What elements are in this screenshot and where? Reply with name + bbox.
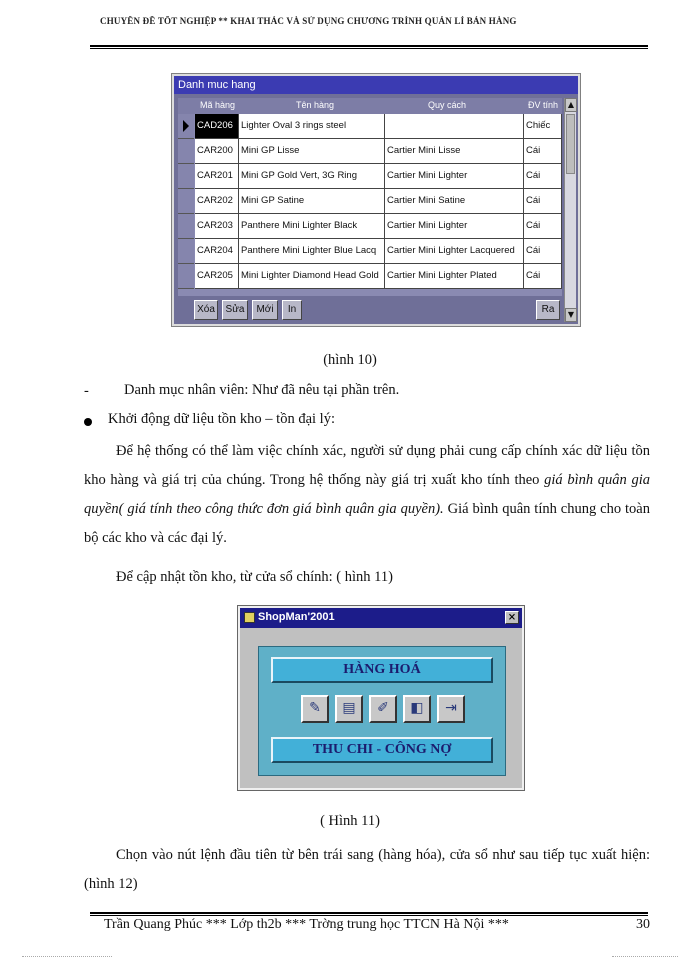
row-selector[interactable] (178, 214, 194, 239)
header-rule (90, 45, 648, 47)
delete-button[interactable]: Xóa (194, 300, 218, 320)
col-header-spec[interactable]: Quy cách (428, 100, 467, 110)
cell-spec[interactable]: Cartier Mini Lighter (385, 164, 524, 189)
paragraph-text: Giá bình quân tính chung cho toàn bộ các kho và các đại lý. (84, 501, 650, 546)
cell-name[interactable]: Panthere Mini Lighter Blue Lacq (239, 239, 385, 264)
cell-code[interactable]: CAR202 (195, 189, 239, 214)
print-button[interactable]: In (282, 300, 302, 320)
exit-door-icon[interactable]: ⇥ (437, 695, 465, 723)
product-catalog-title: Danh muc hang (174, 76, 578, 94)
cell-unit[interactable]: Cái (524, 189, 562, 214)
shopman-title: ShopMan'2001 (240, 608, 522, 628)
dash-marker: - (84, 383, 89, 399)
current-row-arrow-icon (183, 120, 189, 132)
scroll-down-icon[interactable]: ▼ (565, 308, 577, 322)
cell-unit[interactable]: Cái (524, 139, 562, 164)
scroll-thumb[interactable] (566, 114, 575, 174)
edit-doc-icon[interactable]: ✐ (369, 695, 397, 723)
report-icon[interactable]: ◧ (403, 695, 431, 723)
footer-rule (90, 912, 648, 914)
figure-caption-11: ( Hình 11) (320, 813, 380, 829)
action-toolbar (178, 298, 562, 322)
page-number: 30 (636, 917, 650, 932)
product-catalog-window (172, 74, 580, 326)
list-item-inventory: Khởi động dữ liệu tồn kho – tồn đại lý: (108, 411, 335, 427)
table-row[interactable] (178, 189, 562, 214)
paragraph-text: Để hệ thống có thể làm việc chính xác, người sử dụng phải cung cấp chính xác dữ liệu tồn kho hàng và giá trị của chúng. Trong hệ thống này giá trị xuất kho tính theo (84, 443, 650, 488)
figure-caption-10: (hình 10) (323, 352, 377, 368)
product-grid (178, 98, 562, 296)
col-header-code[interactable]: Mã hàng (200, 100, 236, 110)
header-rule-thin (90, 48, 648, 49)
italic-term: giá bình quân gia quyền( giá tính theo công thức đơn giá bình quân gia quyền). (84, 472, 650, 517)
cell-code[interactable]: CAR205 (195, 264, 239, 289)
cell-code[interactable]: CAR203 (195, 214, 239, 239)
footer-text: Trần Quang Phúc *** Lớp th2b *** Trờng trung học TTCN Hà Nội *** (104, 917, 509, 932)
goods-icon[interactable]: ✎ (301, 695, 329, 723)
table-row[interactable] (178, 214, 562, 239)
bullet-icon (84, 418, 92, 426)
col-header-unit[interactable]: ĐV tính (528, 100, 559, 110)
grid-header (178, 98, 562, 114)
main-menu-panel (258, 646, 506, 776)
cell-code[interactable]: CAR200 (195, 139, 239, 164)
cell-name[interactable]: Mini GP Satine (239, 189, 385, 214)
edit-button[interactable]: Sửa (222, 300, 248, 320)
cell-name[interactable]: Panthere Mini Lighter Black (239, 214, 385, 239)
new-button[interactable]: Mới (252, 300, 278, 320)
page-header: CHUYÊN ĐỀ TỐT NGHIỆP ** KHAI THÁC VÀ SỬ DỤNG CHƯƠNG TRÌNH QUẢN LÍ BÁN HÀNG (100, 16, 517, 26)
inventory-icon[interactable]: ▤ (335, 695, 363, 723)
cell-name[interactable]: Mini GP Lisse (239, 139, 385, 164)
cell-spec[interactable]: Cartier Mini Lisse (385, 139, 524, 164)
cell-name[interactable]: Mini GP Gold Vert, 3G Ring (239, 164, 385, 189)
body-paragraph-3: Chọn vào nút lệnh đầu tiên từ bên trái sang (hàng hóa), cửa sổ như sau tiếp tục xuất hiện: (hình 12) (84, 847, 650, 892)
row-selector[interactable] (178, 139, 194, 164)
exit-button[interactable]: Ra (536, 300, 560, 320)
finance-debt-button[interactable]: THU CHI - CÔNG NỢ (271, 737, 493, 763)
vertical-scrollbar[interactable] (564, 98, 576, 322)
scroll-up-icon[interactable]: ▲ (565, 98, 577, 112)
cell-unit[interactable]: Cái (524, 214, 562, 239)
body-paragraph-1 (84, 437, 650, 553)
cell-spec[interactable]: Cartier Mini Lighter (385, 214, 524, 239)
cell-spec[interactable]: Cartier Mini Satine (385, 189, 524, 214)
row-selector[interactable] (178, 264, 194, 289)
cell-code[interactable]: CAR201 (195, 164, 239, 189)
col-header-name[interactable]: Tên hàng (296, 100, 335, 110)
cell-unit[interactable]: Cái (524, 239, 562, 264)
cell-spec[interactable]: Cartier Mini Lighter Lacquered (385, 239, 524, 264)
bottom-dotted-line (22, 956, 112, 957)
cell-unit[interactable]: Cái (524, 264, 562, 289)
row-selector[interactable] (178, 239, 194, 264)
app-icon (244, 612, 255, 623)
table-row[interactable] (178, 114, 562, 139)
table-row[interactable] (178, 164, 562, 189)
cell-unit[interactable]: Cái (524, 164, 562, 189)
goods-button[interactable]: HÀNG HOÁ (271, 657, 493, 683)
table-row[interactable] (178, 239, 562, 264)
close-icon[interactable]: × (505, 611, 519, 624)
cell-spec[interactable]: Cartier Mini Lighter Plated (385, 264, 524, 289)
cell-unit[interactable]: Chiếc (524, 114, 562, 139)
row-selector[interactable] (178, 189, 194, 214)
table-row[interactable] (178, 139, 562, 164)
cell-code[interactable]: CAR204 (195, 239, 239, 264)
table-row[interactable] (178, 264, 562, 289)
bottom-dotted-line (612, 956, 678, 957)
row-selector[interactable] (178, 164, 194, 189)
row-selector[interactable] (178, 114, 194, 139)
cell-name[interactable]: Lighter Oval 3 rings steel (239, 114, 385, 139)
list-item-employees: Danh mục nhân viên: Như đã nêu tại phần trên. (124, 382, 400, 398)
shopman-main-window (238, 606, 524, 790)
cell-name[interactable]: Mini Lighter Diamond Head Gold (239, 264, 385, 289)
body-paragraph-2: Để cập nhật tồn kho, từ cửa sổ chính: ( hình 11) (116, 569, 393, 585)
footer-rule-thin (90, 915, 648, 916)
cell-code[interactable]: CAD206 (195, 114, 239, 139)
cell-spec[interactable] (385, 114, 524, 139)
